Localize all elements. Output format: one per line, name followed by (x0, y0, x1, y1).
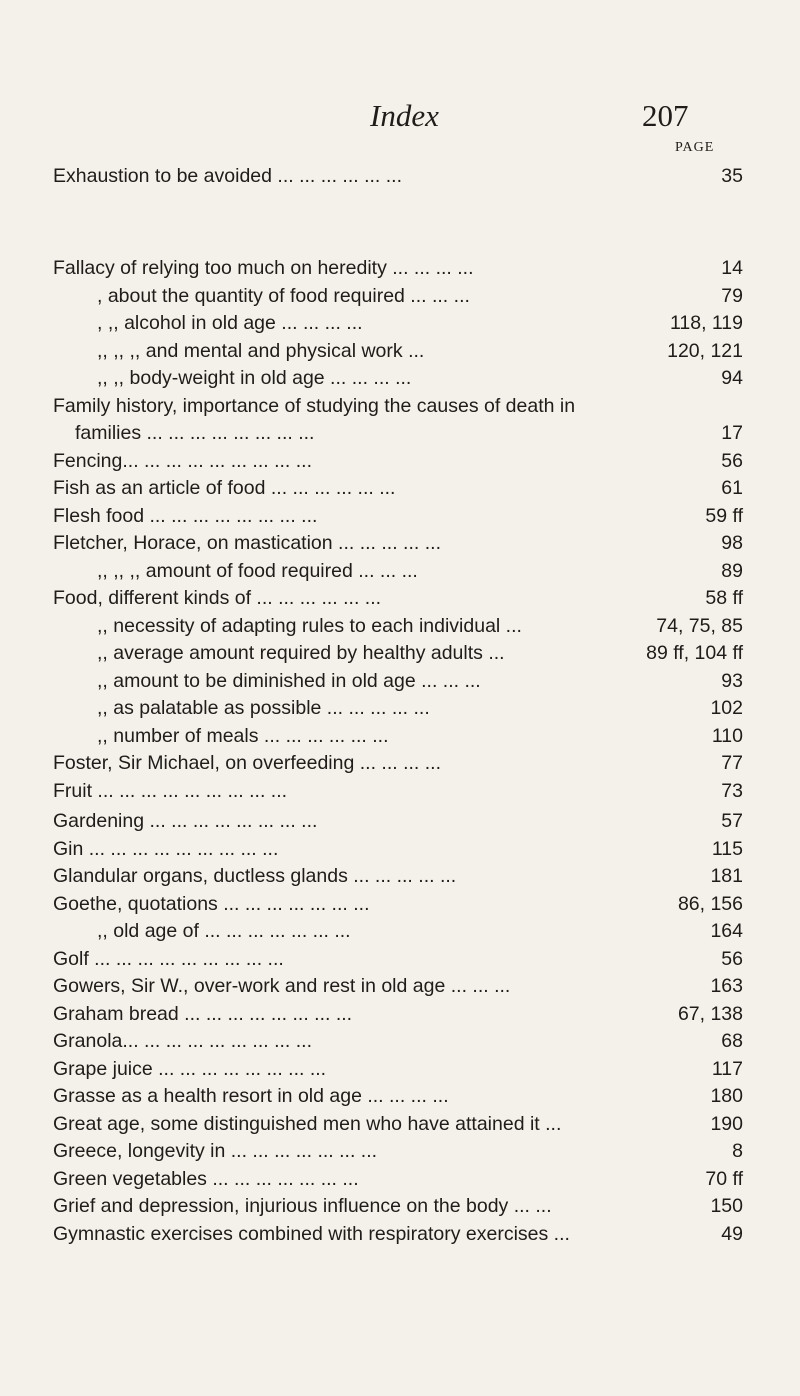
entry-page-ref: 8 (732, 1140, 743, 1162)
entry-page-ref: 98 (721, 532, 743, 554)
entry-page-ref: 49 (721, 1222, 743, 1245)
entry-page-ref: 93 (721, 669, 743, 692)
entry-text: ,, old age of ... ... ... ... ... ... ... (97, 920, 351, 942)
index-section-f (53, 255, 743, 805)
entry-page-ref: 77 (721, 752, 743, 774)
index-subentry (53, 668, 743, 696)
entry-text: ,, as palatable as possible ... ... ... ... ... (97, 697, 430, 719)
entry-text: Foster, Sir Michael, on overfeeding ... ... ... ... (53, 752, 442, 774)
entry-text: ,, necessity of adapting rules to each individual ... (97, 614, 522, 637)
entry-text: families ... ... ... ... ... ... ... ... (75, 422, 315, 444)
index-entry (53, 1221, 743, 1249)
entry-page-ref: 58 ff (705, 587, 743, 609)
index-entry (53, 1056, 743, 1084)
entry-page-ref: 150 (710, 1195, 743, 1217)
index-subentry (53, 640, 743, 668)
index-entry (53, 1083, 743, 1111)
index-subentry (53, 310, 743, 338)
entry-page-ref: 117 (711, 1057, 743, 1080)
entry-text: Granola... ... ... ... ... ... ... ... ... (53, 1030, 312, 1052)
entry-text: Family history, importance of studying the causes of death in (53, 394, 576, 417)
entry-page-ref: 89 (721, 559, 743, 582)
index-subentry (53, 558, 743, 586)
entry-page-ref: 56 (721, 947, 743, 970)
index-entry (53, 808, 743, 836)
index-entry (53, 255, 743, 283)
index-section-e (53, 163, 743, 191)
entry-page-ref: 86, 156 (677, 892, 743, 915)
entry-page-ref: 73 (721, 779, 743, 802)
entry-text: Gymnastic exercises combined with respiratory exercises ... (53, 1222, 570, 1245)
entry-text: ,, number of meals ... ... ... ... ... ... (97, 724, 389, 747)
entry-page-ref: 61 (721, 477, 743, 499)
index-entry (53, 1111, 743, 1139)
entry-page-ref: 59 ff (705, 504, 743, 527)
entry-text: Grasse as a health resort in old age ... ... ... ... (53, 1085, 449, 1107)
entry-page-ref: 17 (721, 422, 743, 444)
entry-text: ,, average amount required by healthy adults ... (97, 642, 505, 664)
entry-text: Glandular organs, ductless glands ... ... ... ... ... (53, 865, 457, 887)
entry-text: Fencing... ... ... ... ... ... ... ... ... (53, 449, 312, 472)
entry-page-ref: 68 (721, 1030, 743, 1052)
entry-text: Great age, some distinguished men who have attained it ... (53, 1112, 562, 1135)
entry-text: Fish as an article of food ... ... ... ... ... ... (53, 477, 396, 499)
entry-text: Goethe, quotations ... ... ... ... ... ... ... (53, 892, 370, 915)
entry-text: ,, ,, body-weight in old age ... ... ... ... (97, 367, 412, 389)
entry-page-ref: 110 (711, 724, 743, 747)
index-entry (53, 946, 743, 974)
entry-text: Grape juice ... ... ... ... ... ... ... ... (53, 1057, 327, 1080)
entry-text: , ,, alcohol in old age ... ... ... ... (97, 312, 363, 334)
entry-text: Flesh food ... ... ... ... ... ... ... ... (53, 504, 318, 527)
index-entry (53, 1138, 743, 1166)
entry-text: Exhaustion to be avoided ... ... ... ... ... ... (53, 165, 403, 187)
entry-page-ref: 56 (721, 449, 743, 472)
index-subentry (53, 365, 743, 393)
index-entry (53, 891, 743, 919)
page-number: 207 (642, 98, 689, 133)
index-entry (53, 1001, 743, 1029)
index-entry (53, 530, 743, 558)
index-subentry (53, 338, 743, 366)
index-entry (53, 1028, 743, 1056)
index-entry (53, 503, 743, 531)
index-entry (53, 1166, 743, 1194)
index-subentry (53, 283, 743, 311)
index-entry (53, 750, 743, 778)
index-subentry (53, 695, 743, 723)
entry-text: , about the quantity of food required ... ... ... (97, 284, 470, 307)
entry-page-ref: 35 (721, 165, 743, 187)
entry-page-ref: 79 (721, 284, 743, 307)
index-entry (53, 778, 743, 806)
entry-text: Green vegetables ... ... ... ... ... ... ... (53, 1167, 359, 1190)
index-entry (53, 475, 743, 503)
entry-page-ref: 115 (711, 837, 743, 860)
entry-text: Fletcher, Horace, on mastication ... ... ... ... ... (53, 532, 441, 554)
entry-text: Graham bread ... ... ... ... ... ... ... ... (53, 1002, 353, 1025)
index-entry (53, 1193, 743, 1221)
entry-page-ref: 57 (721, 810, 743, 832)
entry-text: Food, different kinds of ... ... ... ... ... ... (53, 587, 382, 609)
entry-page-ref: 164 (710, 920, 743, 942)
entry-text: Gardening ... ... ... ... ... ... ... ... (53, 810, 318, 832)
entry-text: Greece, longevity in ... ... ... ... ... ... ... (53, 1140, 378, 1162)
index-subentry (53, 613, 743, 641)
entry-text: Grief and depression, injurious influence on the body ... ... (53, 1195, 552, 1217)
index-entry (53, 448, 743, 476)
index-entry (53, 973, 743, 1001)
entry-page-ref: 118, 119 (669, 312, 743, 334)
index-entry (53, 836, 743, 864)
index-subentry (53, 723, 743, 751)
entry-page-ref: 102 (710, 697, 743, 719)
entry-page-ref: 89 ff, 104 ff (646, 642, 743, 664)
entry-text: Fallacy of relying too much on heredity ... ... ... ... (53, 257, 474, 279)
running-title: Index (370, 98, 439, 133)
entry-text: ,, ,, ,, and mental and physical work ... (97, 339, 425, 362)
index-entry (53, 863, 743, 891)
entry-page-ref: 163 (710, 975, 743, 997)
index-entry (53, 163, 743, 191)
entry-text: ,, amount to be diminished in old age ... ... ... (97, 669, 481, 692)
page-column-label: PAGE (675, 140, 715, 155)
entry-text: Fruit ... ... ... ... ... ... ... ... ... (53, 779, 288, 802)
entry-page-ref: 14 (721, 257, 743, 279)
entry-text: Gowers, Sir W., over-work and rest in old age ... ... ... (53, 975, 511, 997)
index-entry-continuation (53, 420, 743, 448)
entry-page-ref: 181 (710, 865, 743, 887)
index-entry (53, 393, 743, 421)
entry-page-ref: 180 (710, 1085, 743, 1107)
entry-text: Golf ... ... ... ... ... ... ... ... ... (53, 947, 284, 970)
entry-text: ,, ,, ,, amount of food required ... ... ... (97, 559, 418, 582)
index-entry (53, 585, 743, 613)
entry-page-ref: 120, 121 (667, 339, 743, 362)
entry-page-ref: 67, 138 (677, 1002, 743, 1025)
entry-page-ref: 74, 75, 85 (656, 614, 743, 637)
index-subentry (53, 918, 743, 946)
entry-page-ref: 70 ff (705, 1167, 743, 1190)
entry-page-ref: 94 (721, 367, 743, 389)
entry-text: Gin ... ... ... ... ... ... ... ... ... (53, 837, 279, 860)
entry-page-ref: 190 (710, 1112, 743, 1135)
index-section-g (53, 808, 743, 1248)
